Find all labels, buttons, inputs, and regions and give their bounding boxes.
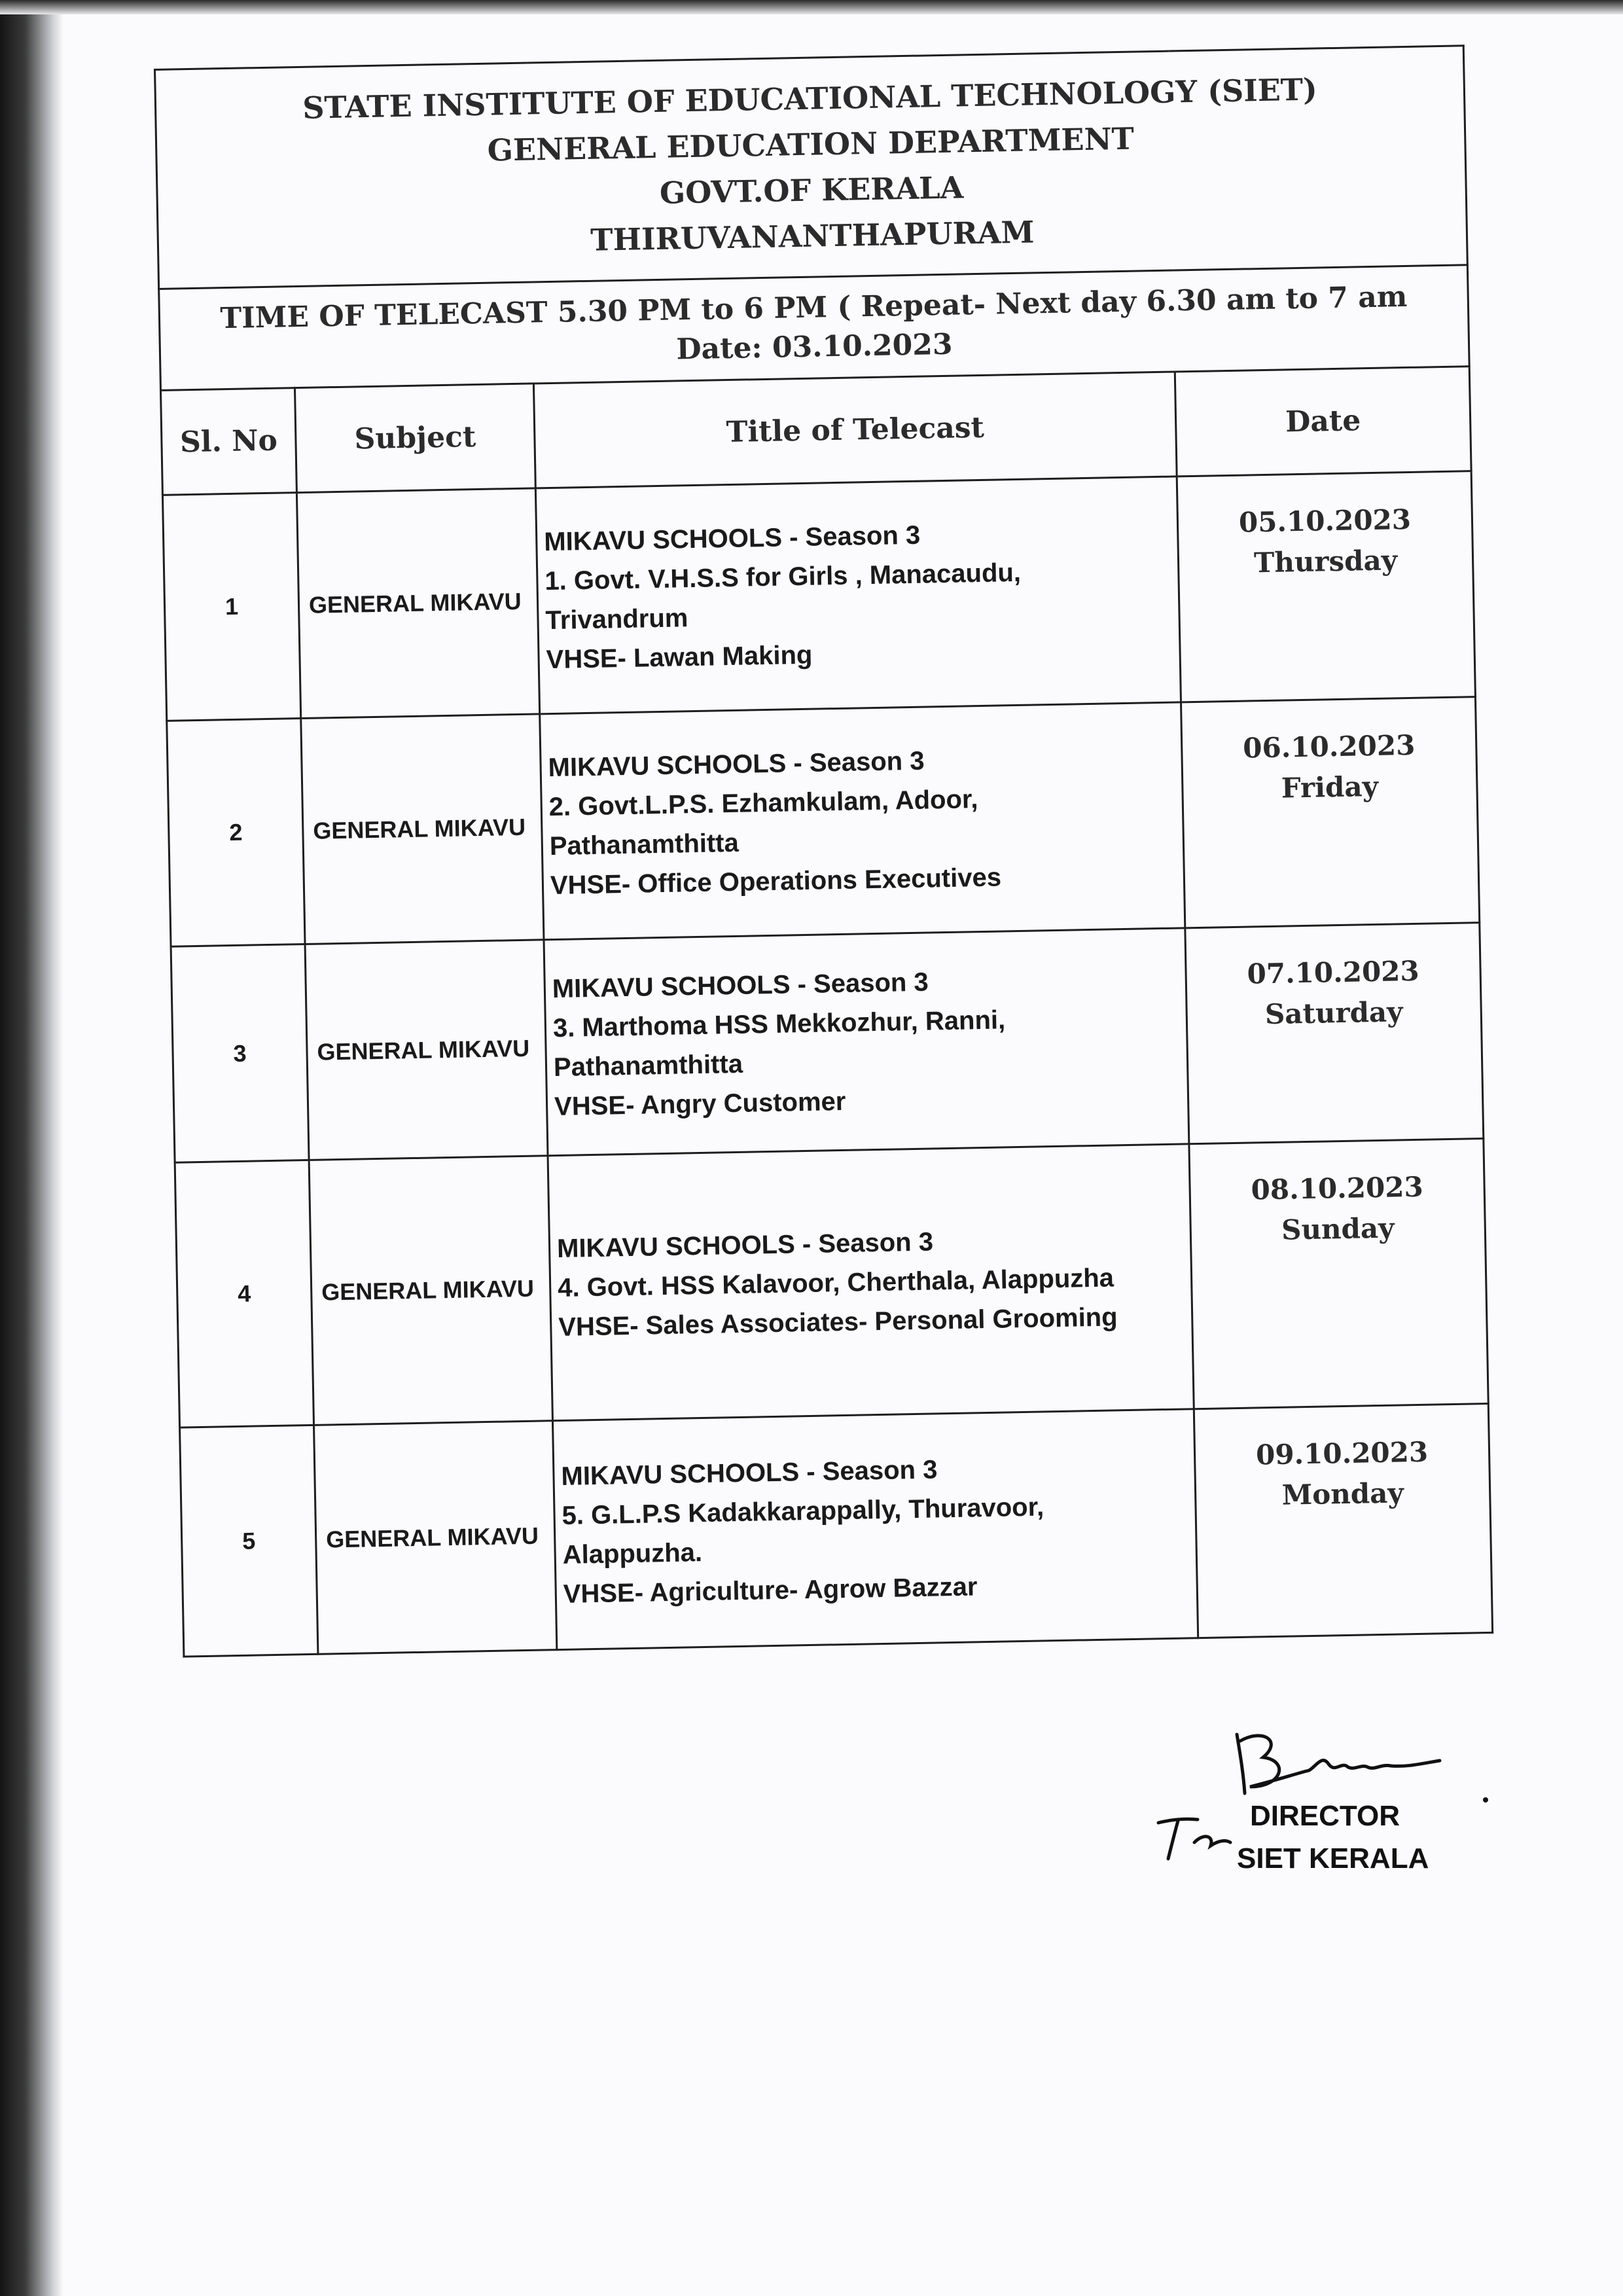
department-name: GENERAL EDUCATION DEPARTMENT xyxy=(487,120,1135,168)
title-line: 1. Govt. V.H.S.S for Girls , Manacaudu, xyxy=(544,558,1022,596)
title-line: MIKAVU SCHOOLS - Season 3 xyxy=(556,1227,934,1264)
row-title xyxy=(548,1144,1194,1421)
table-row xyxy=(171,923,1484,1163)
title-line: MIKAVU SCHOOLS - Season 3 xyxy=(561,1454,938,1491)
row-title xyxy=(535,476,1181,714)
row-subject: GENERAL MIKAVU xyxy=(301,714,544,944)
row-title xyxy=(552,1409,1198,1650)
title-line: VHSE- Sales Associates- Personal Grooming xyxy=(558,1302,1118,1342)
column-header-subject: Subject xyxy=(294,384,535,493)
scan-top-shadow xyxy=(0,0,1623,14)
title-line: 2. Govt.L.P.S. Ezhamkulam, Adoor, xyxy=(548,785,978,822)
day-value: Monday xyxy=(1281,1477,1404,1511)
row-subject: GENERAL MIKAVU xyxy=(309,1156,552,1426)
title-line: Alappuzha. xyxy=(562,1537,703,1570)
day-value: Sunday xyxy=(1281,1211,1395,1246)
row-sl-no: 1 xyxy=(162,493,300,721)
schedule-table xyxy=(154,45,1493,1657)
institution-name: STATE INSTITUTE OF EDUCATIONAL TECHNOLOGY (SIET) xyxy=(302,71,1318,126)
telecast-schedule-document xyxy=(154,45,1491,1657)
table-row xyxy=(180,1403,1493,1657)
title-line: Trivandrum xyxy=(545,603,688,636)
date-value: 09.10.2023 xyxy=(1255,1435,1429,1471)
row-date xyxy=(1177,471,1475,702)
row-sl-no: 4 xyxy=(175,1160,313,1427)
title-line: MIKAVU SCHOOLS - Season 3 xyxy=(548,746,925,783)
row-sl-no: 3 xyxy=(171,944,309,1162)
column-header-title: Title of Telecast xyxy=(533,372,1177,488)
title-line: Pathanamthitta xyxy=(553,1049,743,1082)
row-sl-no: 5 xyxy=(180,1425,318,1657)
date-value: 07.10.2023 xyxy=(1247,954,1420,990)
row-sl-no: 2 xyxy=(167,719,305,947)
table-row xyxy=(175,1139,1488,1428)
row-title xyxy=(544,928,1189,1156)
title-line: VHSE- Office Operations Executives xyxy=(550,863,1002,901)
date-value: 05.10.2023 xyxy=(1238,503,1412,539)
telecast-time: TIME OF TELECAST 5.30 PM to 6 PM ( Repeat- Next day 6.30 am to 7 am xyxy=(219,279,1408,336)
date-value: 06.10.2023 xyxy=(1242,728,1416,764)
column-header-date: Date xyxy=(1175,367,1471,476)
title-line: 4. Govt. HSS Kalavoor, Cherthala, Alappuzha xyxy=(557,1263,1115,1302)
table-row xyxy=(167,697,1480,947)
day-value: Thursday xyxy=(1253,544,1398,579)
date-value: 08.10.2023 xyxy=(1251,1170,1424,1206)
row-subject: GENERAL MIKAVU xyxy=(314,1421,557,1655)
title-line: VHSE- Lawan Making xyxy=(546,640,813,675)
institution-header xyxy=(155,46,1468,289)
title-line: VHSE- Agriculture- Agrow Bazzar xyxy=(563,1571,978,1609)
row-date xyxy=(1185,923,1484,1144)
title-line: MIKAVU SCHOOLS - Season 3 xyxy=(543,520,921,557)
scan-edge-shadow xyxy=(0,0,62,2296)
day-value: Friday xyxy=(1281,770,1379,804)
row-title xyxy=(540,702,1185,940)
row-subject: GENERAL MIKAVU xyxy=(305,940,548,1160)
title-line: Pathanamthitta xyxy=(549,828,740,861)
title-line: VHSE- Angry Customer xyxy=(554,1086,846,1121)
telecast-date: Date: 03.10.2023 xyxy=(675,327,953,367)
row-subject: GENERAL MIKAVU xyxy=(296,488,539,719)
city-name: THIRUVANANTHAPURAM xyxy=(590,214,1035,258)
column-header-sl-no: Sl. No xyxy=(161,388,297,495)
day-value: Saturday xyxy=(1264,996,1403,1031)
table-row xyxy=(162,471,1475,721)
row-date xyxy=(1189,1139,1488,1409)
government-name: GOVT.OF KERALA xyxy=(659,170,964,211)
title-line: MIKAVU SCHOOLS - Season 3 xyxy=(552,967,929,1003)
title-line: 5. G.L.P.S Kadakkarappally, Thuravoor, xyxy=(562,1492,1044,1530)
signatory-organization: SIET KERALA xyxy=(1237,1842,1429,1874)
signatory-title: DIRECTOR xyxy=(1250,1800,1400,1832)
row-date xyxy=(1181,697,1480,928)
row-date xyxy=(1194,1403,1492,1638)
title-line: 3. Marthoma HSS Mekkozhur, Ranni, xyxy=(552,1005,1006,1043)
signature-block xyxy=(1132,1702,1525,1885)
